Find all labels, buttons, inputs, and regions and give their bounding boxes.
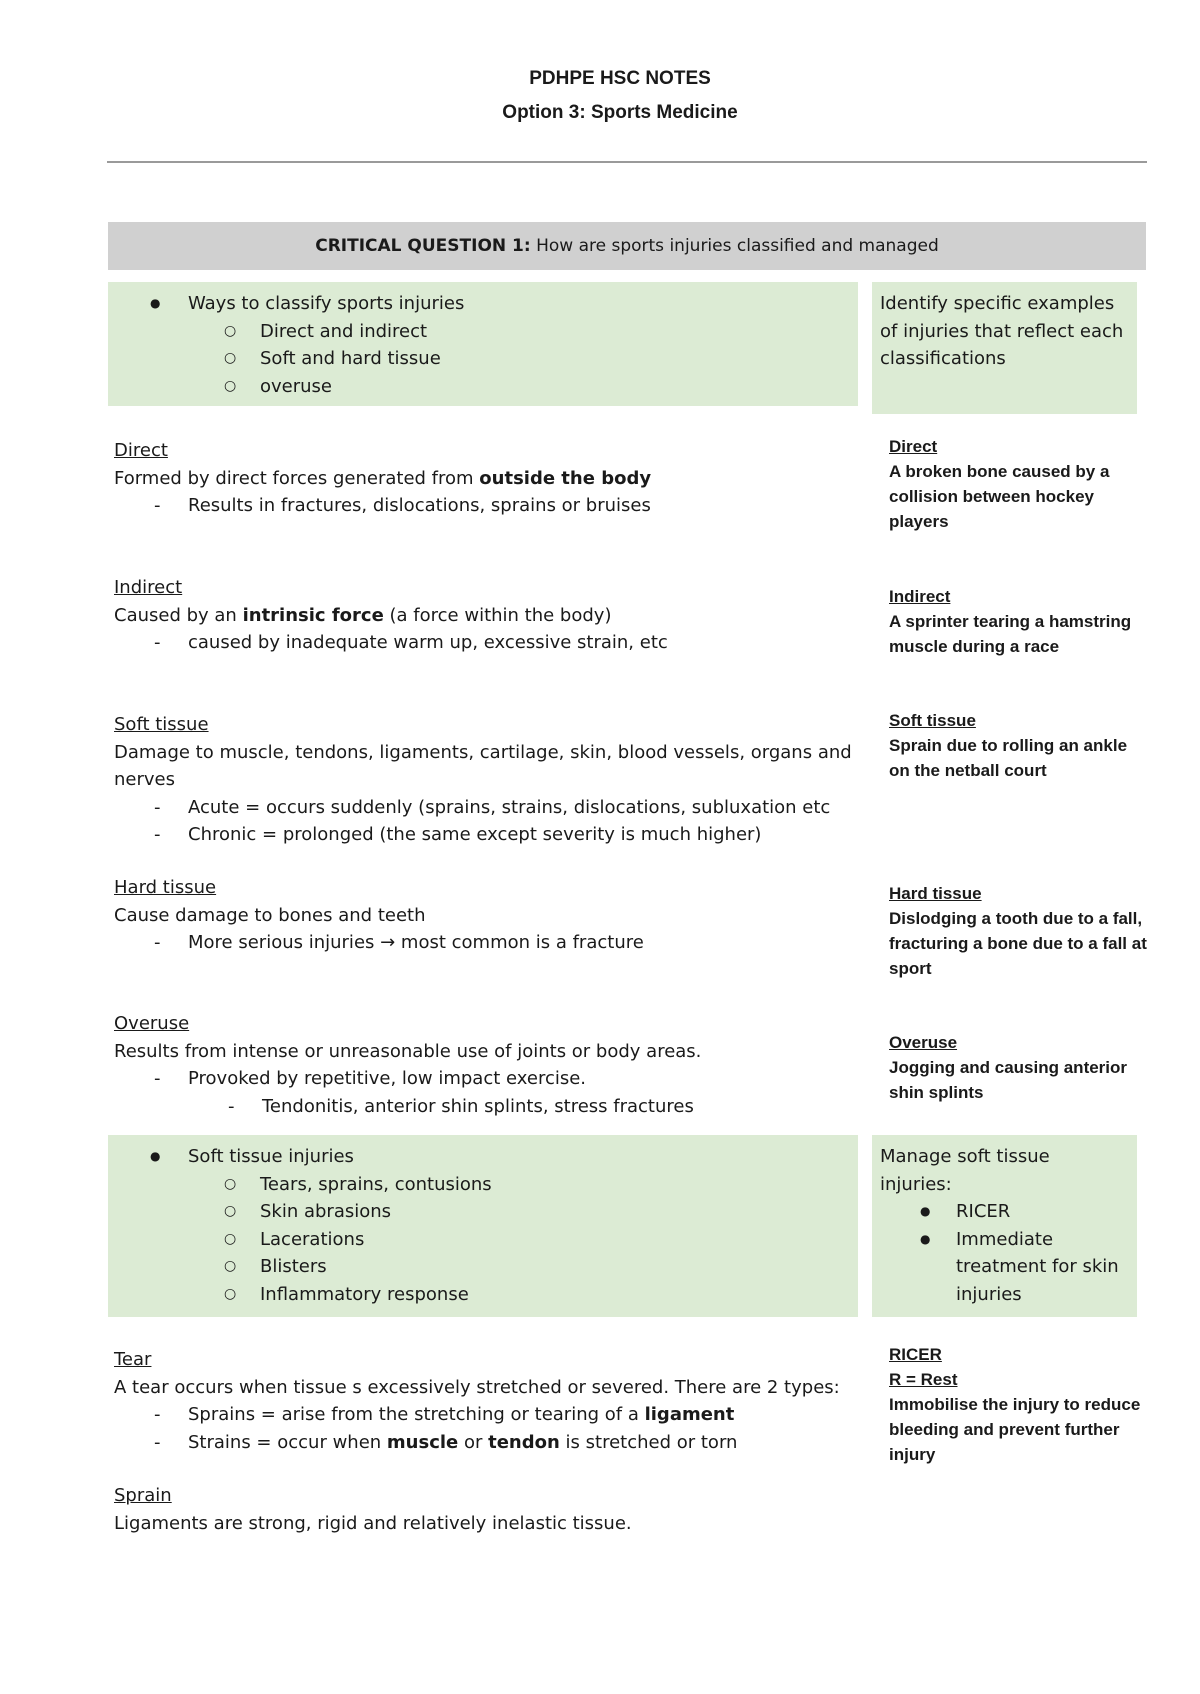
- list-item: - Strains = occur when muscle or tendon is stretched or torn: [114, 1429, 884, 1457]
- ricer-example: [889, 1342, 1149, 1467]
- section-overuse: [114, 1010, 874, 1120]
- list-item: ○ Blisters: [108, 1253, 858, 1281]
- list-item: ○ Lacerations: [108, 1226, 858, 1254]
- list-item: - More serious injuries → most common is a fracture: [114, 929, 874, 957]
- manage-soft-tissue-box: [872, 1135, 1137, 1317]
- example-indirect: [889, 584, 1149, 659]
- example-heading: Direct: [889, 437, 938, 456]
- critical-question-banner: [108, 222, 1146, 270]
- critical-question-label: CRITICAL QUESTION 1:: [315, 236, 531, 256]
- section-heading: Overuse: [114, 1013, 190, 1034]
- section-heading: Hard tissue: [114, 877, 217, 898]
- section-sprain: [114, 1482, 874, 1537]
- section-text: A tear occurs when tissue s excessively stretched or severed. There are 2 types:: [114, 1376, 840, 1398]
- section-text: Results from intense or unreasonable use of joints or body areas.: [114, 1040, 702, 1062]
- section-hard-tissue: [114, 874, 874, 957]
- list-item: - Tendonitis, anterior shin splints, stress fractures: [114, 1093, 874, 1121]
- list-item: - caused by inadequate warm up, excessive strain, etc: [114, 629, 874, 657]
- example-text: Immobilise the injury to reduce bleeding and prevent further injury: [889, 1395, 1141, 1464]
- section-heading: Soft tissue: [114, 714, 209, 735]
- example-text: A broken bone caused by a collision between hockey players: [889, 462, 1110, 531]
- document-subtitle: Option 3: Sports Medicine: [502, 102, 738, 123]
- header-divider: [107, 161, 1147, 163]
- section-tear: [114, 1346, 884, 1456]
- manage-text: Manage soft tissue injuries:: [880, 1146, 1050, 1195]
- list-item: ○ Inflammatory response: [108, 1281, 858, 1309]
- example-text: Sprain due to rolling an ankle on the netball court: [889, 736, 1128, 780]
- example-soft-tissue: [889, 708, 1149, 783]
- list-item: ● Soft tissue injuries: [108, 1143, 858, 1171]
- list-item: ○ Skin abrasions: [108, 1198, 858, 1226]
- classify-examples-text: Identify specific examples of injuries that reflect each classifications: [880, 293, 1124, 369]
- example-heading: Indirect: [889, 587, 951, 606]
- example-hard-tissue: [889, 881, 1149, 981]
- example-heading: Hard tissue: [889, 884, 982, 903]
- list-item: - Chronic = prolonged (the same except severity is much higher): [114, 821, 874, 849]
- list-item: ○ Soft and hard tissue: [108, 345, 858, 373]
- example-subheading: R = Rest: [889, 1370, 958, 1389]
- list-item: ● Ways to classify sports injuries: [108, 290, 858, 318]
- example-heading: Overuse: [889, 1033, 958, 1052]
- example-heading: Soft tissue: [889, 711, 976, 730]
- section-soft-tissue: [114, 711, 874, 849]
- example-heading: RICER: [889, 1345, 942, 1364]
- example-text: Dislodging a tooth due to a fall, fracturing a bone due to a fall at sport: [889, 909, 1147, 978]
- section-text: Damage to muscle, tendons, ligaments, cartilage, skin, blood vessels, organs and nerves: [114, 741, 852, 790]
- example-text: A sprinter tearing a hamstring muscle during a race: [889, 612, 1132, 656]
- soft-tissue-injuries-box: [108, 1135, 858, 1317]
- section-heading: Tear: [114, 1349, 152, 1370]
- page-header: [0, 68, 1200, 124]
- section-indirect: [114, 574, 874, 657]
- section-direct: [114, 437, 874, 520]
- example-text: Jogging and causing anterior shin splints: [889, 1058, 1128, 1102]
- list-item: - Sprains = arise from the stretching or tearing of a ligament: [114, 1401, 884, 1429]
- classify-box: [108, 282, 858, 406]
- section-heading: Direct: [114, 440, 168, 461]
- section-heading: Indirect: [114, 577, 183, 598]
- list-item: ● RICER: [880, 1198, 1137, 1226]
- example-overuse: [889, 1030, 1149, 1105]
- list-item: ○ Direct and indirect: [108, 318, 858, 346]
- section-text: Caused by an intrinsic force (a force within the body): [114, 604, 612, 626]
- example-direct: [889, 434, 1149, 534]
- classify-examples-box: [872, 282, 1137, 414]
- critical-question-text: How are sports injuries classified and managed: [530, 236, 939, 256]
- list-item: - Provoked by repetitive, low impact exercise.: [114, 1065, 874, 1093]
- list-item: ○ Tears, sprains, contusions: [108, 1171, 858, 1199]
- list-item: - Acute = occurs suddenly (sprains, strains, dislocations, subluxation etc: [114, 794, 874, 822]
- list-item: - Results in fractures, dislocations, sprains or bruises: [114, 492, 874, 520]
- list-item: ● Immediate treatment for skin injuries: [880, 1226, 1137, 1309]
- document-title: PDHPE HSC NOTES: [529, 68, 711, 89]
- section-text: Ligaments are strong, rigid and relatively inelastic tissue.: [114, 1512, 632, 1534]
- section-text: Formed by direct forces generated from outside the body: [114, 467, 652, 489]
- section-heading: Sprain: [114, 1485, 172, 1506]
- section-text: Cause damage to bones and teeth: [114, 904, 426, 926]
- list-item: ○ overuse: [108, 373, 858, 401]
